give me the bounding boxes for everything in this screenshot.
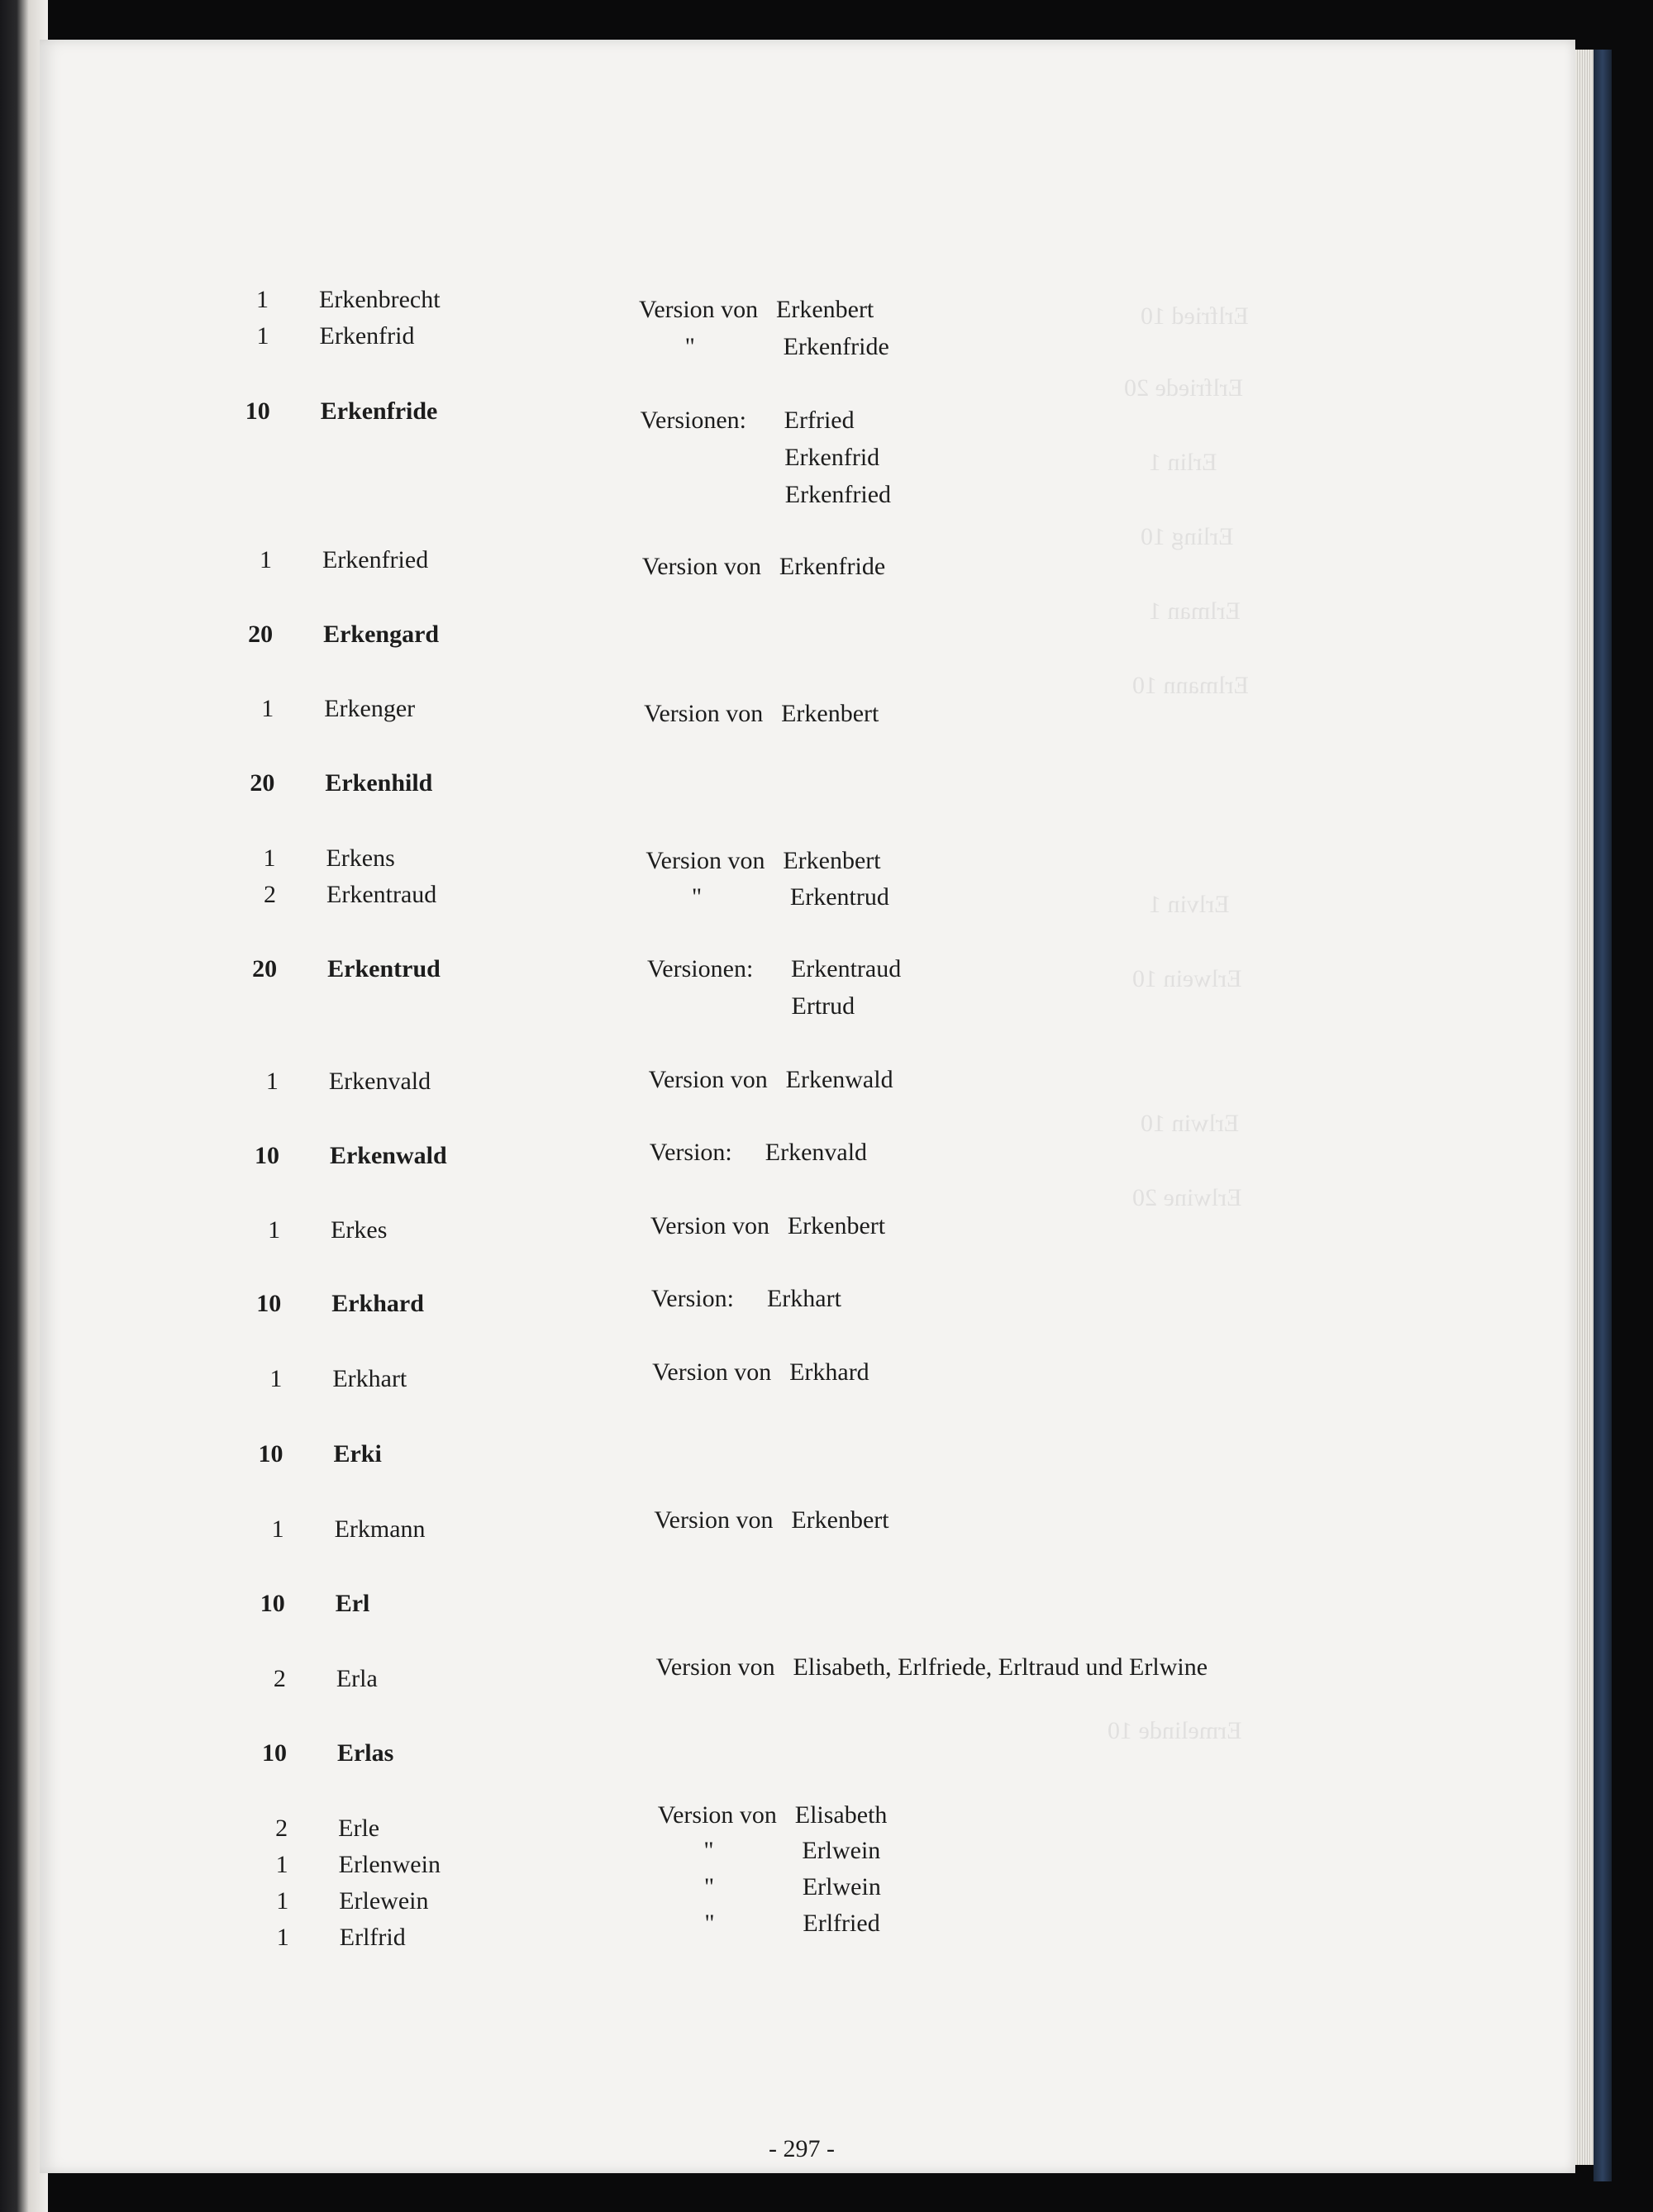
entry-name: Erlewein [339,1887,429,1915]
note-value: Erkentraud [790,955,902,982]
note-value: Erkenbert [776,296,874,323]
entry-name: Erkenbrecht [319,286,441,313]
entry-number: 10 [245,397,270,425]
note-label: Version von [639,296,759,323]
note-label: Version von [645,847,765,874]
entry-name: Erki [333,1440,382,1468]
entry-name: Erkenfrid [319,322,415,350]
entry-name: Erkenfride [320,397,438,425]
note-value: Erkhart [766,1285,841,1312]
entry-number: 10 [254,1142,279,1169]
note-label: " [703,1873,715,1900]
note-label: Version: [650,1285,734,1312]
entry-name: Erkens [326,844,395,872]
entry-name: Erkhart [332,1365,407,1392]
note-label: Versionen: [646,955,754,982]
entry-number: 1 [268,1216,281,1244]
entry-number: 1 [271,1515,284,1543]
entry-name: Erkenwald [329,1142,447,1169]
entry-number: 10 [260,1590,285,1617]
note-value: Erlwein [802,1873,881,1900]
note-value: Erlfried [803,1910,880,1937]
note-value: Erkenfride [783,333,889,360]
entry-name: Erkentrud [327,955,441,982]
note-label: Version von [655,1653,775,1681]
entry-name: Erkmann [334,1515,426,1543]
note-value: Erkenfride [779,553,886,580]
note-value: Erkenbert [781,700,879,727]
entry-name: Erlfrid [339,1924,406,1951]
entry-number: 20 [248,621,274,648]
entry-number: 1 [256,286,269,313]
entry-number: 1 [276,1924,289,1951]
entry-number: 20 [252,955,278,982]
note-label: Version von [652,1358,772,1386]
entry-number: 2 [273,1665,286,1692]
entry-name: Erkentraud [326,881,437,908]
note-label: " [703,1837,714,1864]
note-value: Erkhard [789,1358,869,1386]
note-label: Version von [650,1212,770,1239]
note-label: Version von [654,1506,774,1534]
entry-number: 1 [275,1851,288,1878]
entry-number: 1 [265,1068,279,1095]
note-value: Erkenwald [785,1066,893,1093]
note-value: Elisabeth [794,1801,888,1829]
note-label: Version von [644,700,764,727]
entry-name: Erkhard [331,1290,424,1317]
note-value: Erkenbert [787,1212,886,1239]
note-value: Erkenfrid [784,444,880,471]
note-value: Erkenbert [791,1506,889,1534]
note-value: Erkenbert [783,847,881,874]
entry-number: 10 [261,1739,287,1767]
page-number: - 297 - [769,2135,835,2162]
entry-number: 1 [261,695,274,722]
entry-name: Erle [338,1815,380,1842]
entry-name: Erlas [336,1739,394,1767]
note-value: Erkentrud [789,883,889,911]
page-edges [1575,50,1593,2165]
note-label: Version von [641,553,762,580]
note-label: Version von [648,1066,768,1093]
note-value: Erfried [784,407,855,434]
note-value: Erlwein [802,1837,881,1864]
entry-name: Erkes [331,1216,388,1244]
entry-name: Erkenger [324,695,416,722]
entry-number: 1 [259,546,272,573]
note-label: Versionen: [640,407,746,434]
book-cover-edge [1593,50,1612,2181]
entry-number: 1 [269,1365,283,1392]
entry-name: Erlenwein [338,1851,441,1878]
entry-name: Erkengard [323,621,440,648]
entry-number: 20 [250,769,275,797]
entry-number: 10 [258,1440,283,1468]
entry-number: 10 [256,1290,282,1317]
note-label: Version: [649,1139,732,1166]
entry-number: 2 [264,881,276,908]
entry-number: 2 [275,1815,288,1842]
note-value: Erkenvald [765,1139,868,1166]
entry-number: 1 [263,844,276,872]
note-value: Elisabeth, Erlfriede, Erltraud und Erlwine [793,1653,1208,1681]
entry-name: Erla [336,1665,378,1692]
note-label: " [684,333,695,360]
entry-name: Erkenfried [322,546,429,573]
note-label: " [704,1910,715,1937]
note-value: Ertrud [791,992,855,1020]
note-label: " [691,883,703,911]
entry-name: Erl [335,1590,370,1617]
entry-number: 1 [276,1887,289,1915]
note-label: Version von [657,1801,777,1829]
entry-number: 1 [256,322,269,350]
entry-name: Erkenvald [328,1068,431,1095]
entry-name: Erkenhild [325,769,433,797]
note-value: Erkenfried [784,481,892,508]
